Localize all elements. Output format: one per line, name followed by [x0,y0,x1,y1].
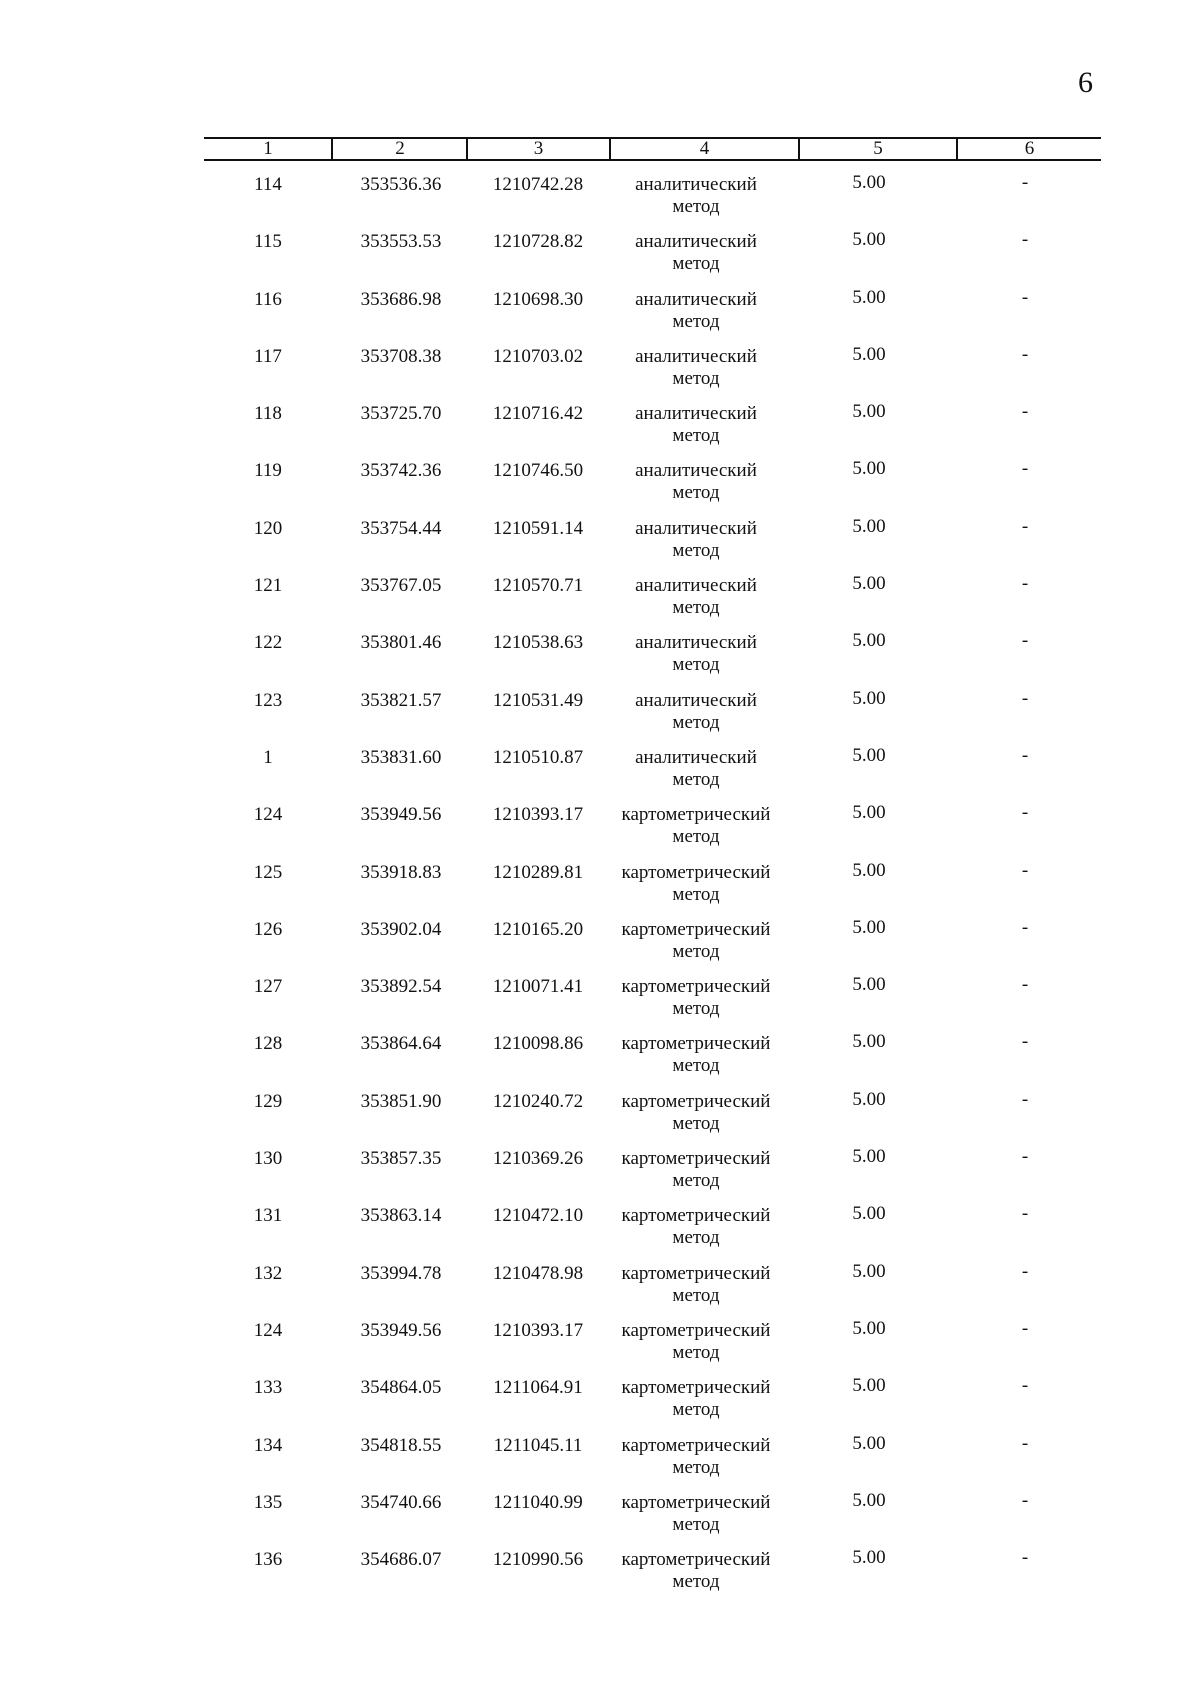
coordinate-y: 1210728.82 [492,231,584,253]
coordinate-y: 1210716.42 [492,403,584,425]
accuracy-value: 5.00 [852,916,886,938]
method-line-1: аналитический [635,517,757,539]
table-row [204,403,1101,460]
coordinate-y: 1210098.86 [492,1033,584,1055]
coordinate-y: 1210240.72 [492,1090,584,1112]
accuracy-value: 5.00 [852,974,886,996]
note-cell: - [1021,630,1029,652]
table-header [204,137,1101,161]
method-line-2: метод [672,425,720,447]
note-cell: - [1021,1031,1029,1053]
coordinate-x: 353864.64 [360,1033,442,1055]
table-row [204,174,1101,231]
method-line-1: картометрический [621,976,771,998]
accuracy-value: 5.00 [852,343,886,365]
coordinate-y: 1210071.41 [492,976,584,998]
table-row [204,1088,1101,1148]
table-row [204,859,1101,919]
point-number: 119 [254,460,282,482]
method-line-1: картометрический [621,1033,771,1055]
accuracy-value: 5.00 [852,458,886,480]
column-header-6: 6 [1024,138,1035,159]
accuracy-value: 5.00 [852,515,886,537]
table-row [204,515,1101,575]
coordinate-y: 1210698.30 [492,288,584,310]
coordinate-y: 1210369.26 [492,1148,584,1170]
coordinate-x: 353857.35 [360,1148,442,1170]
method-line-1: картометрический [621,1377,771,1399]
method-line-2: метод [672,253,720,275]
coordinate-x: 353553.53 [360,231,442,253]
method-cell [602,1148,790,1192]
point-number: 114 [254,174,282,195]
method-line-2: метод [672,654,720,676]
coordinate-x: 353851.90 [360,1090,442,1112]
method-cell [602,1263,790,1307]
table-row [204,1148,1101,1205]
table-row [204,744,1101,804]
column-header-2: 2 [395,138,405,159]
method-cell [602,1320,790,1364]
method-line-1: аналитический [635,288,757,310]
table-row [204,916,1101,976]
coordinate-x: 353892.54 [360,976,442,998]
method-line-1: аналитический [635,231,757,253]
method-cell [602,804,790,848]
accuracy-value: 5.00 [852,687,886,709]
table-row [204,632,1101,689]
coordinate-x: 353949.56 [360,1319,442,1341]
method-cell [602,231,790,275]
method-line-1: аналитический [635,632,757,654]
point-number: 122 [253,632,283,654]
method-line-1: картометрический [621,1148,771,1170]
accuracy-value: 5.00 [852,1203,886,1225]
accuracy-value: 5.00 [852,630,886,652]
method-line-2: метод [672,1284,720,1306]
note-cell: - [1021,573,1029,595]
method-line-1: аналитический [635,575,757,597]
method-line-1: аналитический [635,689,757,711]
method-cell [602,403,790,447]
method-line-1: картометрический [621,1205,771,1227]
coordinate-y: 1211045.11 [493,1434,583,1456]
method-line-1: картометрический [621,1262,771,1284]
coordinate-x: 353742.36 [360,460,442,482]
method-line-1: картометрический [621,918,771,940]
coordinate-y: 1210393.17 [492,1319,584,1341]
method-line-1: картометрический [621,1549,771,1571]
method-cell [602,976,790,1020]
method-line-2: метод [672,1571,720,1593]
method-line-2: метод [672,826,720,848]
coordinate-y: 1210746.50 [492,460,584,482]
coordinate-x: 353708.38 [360,345,442,367]
point-number: 136 [253,1549,283,1571]
accuracy-value: 5.00 [852,1088,886,1110]
table-row [204,1033,1101,1090]
method-line-1: картометрический [621,804,771,826]
method-cell [602,575,790,619]
method-cell [602,1033,790,1077]
note-cell: - [1021,1432,1029,1454]
accuracy-value: 5.00 [852,573,886,595]
coordinate-x: 353767.05 [360,575,442,597]
accuracy-value: 5.00 [852,1547,886,1569]
coordinate-x: 353725.70 [360,403,442,425]
note-cell: - [1021,1260,1029,1282]
point-number: 124 [253,1319,283,1341]
table-row [204,575,1101,632]
method-line-1: аналитический [635,746,757,768]
method-line-2: метод [672,883,720,905]
coordinate-y: 1210393.17 [492,804,584,826]
method-line-2: метод [672,597,720,619]
table-body [204,174,1101,1606]
coordinate-y: 1210570.71 [492,575,584,597]
note-cell: - [1021,974,1029,996]
method-line-2: метод [672,1170,720,1192]
accuracy-value: 5.00 [852,229,886,251]
table-row [204,231,1101,288]
point-number: 134 [253,1434,283,1456]
note-cell: - [1021,1375,1029,1397]
coordinate-y: 1210289.81 [492,861,584,883]
point-number: 124 [253,804,283,826]
accuracy-value: 5.00 [852,401,886,423]
note-cell: - [1021,172,1029,193]
method-cell [602,919,790,963]
method-cell [602,1492,790,1536]
point-number: 132 [253,1262,283,1284]
accuracy-value: 5.00 [852,802,886,824]
accuracy-value: 5.00 [852,1317,886,1339]
point-number: 118 [254,403,282,425]
accuracy-value: 5.00 [852,1375,886,1397]
method-cell [602,460,790,504]
table-row [204,343,1101,403]
coordinate-x: 353918.83 [360,861,442,883]
point-number: 120 [253,517,283,539]
accuracy-value: 5.00 [852,1489,886,1511]
coordinate-y: 1210538.63 [492,632,584,654]
method-line-2: метод [672,1341,720,1363]
note-cell: - [1021,458,1029,480]
coordinate-x: 353831.60 [360,746,442,768]
note-cell: - [1021,401,1029,423]
table-row [204,804,1101,861]
coordinate-x: 354818.55 [360,1434,442,1456]
method-line-2: метод [672,1513,720,1535]
method-cell [602,1377,790,1421]
table-row [204,1432,1101,1492]
note-cell: - [1021,286,1029,308]
coordinate-x: 353536.36 [360,174,442,195]
point-number: 127 [253,976,283,998]
column-header-5: 5 [873,138,883,159]
accuracy-value: 5.00 [852,1146,886,1168]
table-row [204,1489,1101,1549]
note-cell: - [1021,343,1029,365]
coordinate-y: 1210165.20 [492,918,584,940]
point-number: 116 [254,288,282,310]
table-row [204,687,1101,747]
coordinate-y: 1210591.14 [492,517,584,539]
method-cell [602,1549,790,1593]
point-number: 123 [253,689,283,711]
method-line-2: метод [672,367,720,389]
note-cell: - [1021,515,1029,537]
method-cell [602,1091,790,1135]
coordinate-y: 1211040.99 [493,1491,583,1513]
note-cell: - [1021,229,1029,251]
note-cell: - [1021,744,1029,766]
method-line-2: метод [672,196,720,217]
coordinate-x: 353821.57 [360,689,442,711]
accuracy-value: 5.00 [852,172,886,193]
method-line-2: метод [672,940,720,962]
method-line-2: метод [672,768,720,790]
point-number: 130 [253,1148,283,1170]
method-line-2: метод [672,998,720,1020]
method-line-2: метод [672,482,720,504]
point-number: 125 [253,861,283,883]
coordinate-x: 354740.66 [360,1491,442,1513]
note-cell: - [1021,802,1029,824]
method-line-1: картометрический [621,1434,771,1456]
point-number: 121 [253,575,283,597]
coordinate-x: 353754.44 [360,517,442,539]
point-number: 131 [253,1205,283,1227]
coordinate-y: 1210478.98 [492,1262,584,1284]
coordinate-y: 1210510.87 [492,746,584,768]
table-row [204,1260,1101,1320]
point-number: 128 [253,1033,283,1055]
table-row [204,286,1101,346]
note-cell: - [1021,1317,1029,1339]
note-cell: - [1021,687,1029,709]
method-cell [602,289,790,333]
point-number: 133 [253,1377,283,1399]
accuracy-value: 5.00 [852,744,886,766]
method-cell [602,862,790,906]
method-cell [602,346,790,390]
coordinate-y: 1210531.49 [492,689,584,711]
note-cell: - [1021,1146,1029,1168]
method-cell [602,747,790,791]
method-line-1: картометрический [621,1491,771,1513]
column-header-3: 3 [533,138,544,159]
method-line-1: картометрический [621,1319,771,1341]
method-line-2: метод [672,711,720,733]
method-line-2: метод [672,1112,720,1134]
point-number: 129 [253,1090,283,1112]
table-row [204,1205,1101,1262]
note-cell: - [1021,1489,1029,1511]
page-number: 6 [1078,66,1093,99]
table-row [204,1549,1101,1606]
table-row [204,1317,1101,1377]
method-cell [602,632,790,676]
coordinate-x: 353949.56 [360,804,442,826]
coordinate-y: 1210742.28 [492,174,584,195]
accuracy-value: 5.00 [852,286,886,308]
note-cell: - [1021,1088,1029,1110]
method-line-1: аналитический [635,403,757,425]
coordinate-x: 353686.98 [360,288,442,310]
method-line-2: метод [672,1399,720,1421]
coordinate-y: 1210472.10 [492,1205,584,1227]
method-line-1: аналитический [635,174,757,195]
method-line-2: метод [672,310,720,332]
coordinate-x: 353994.78 [360,1262,442,1284]
coordinate-y: 1210990.56 [492,1549,584,1571]
method-cell [602,174,790,218]
coordinate-y: 1211064.91 [493,1377,583,1399]
method-line-2: метод [672,1227,720,1249]
method-line-1: аналитический [635,460,757,482]
note-cell: - [1021,1547,1029,1569]
method-cell [602,690,790,734]
coordinate-x: 353902.04 [360,918,442,940]
point-number: 1 [263,746,273,768]
column-header-1: 1 [263,138,273,159]
accuracy-value: 5.00 [852,859,886,881]
note-cell: - [1021,1203,1029,1225]
accuracy-value: 5.00 [852,1432,886,1454]
coordinate-x: 353863.14 [360,1205,442,1227]
accuracy-value: 5.00 [852,1031,886,1053]
coordinate-x: 354686.07 [360,1549,442,1571]
method-line-2: метод [672,1055,720,1077]
method-cell [602,518,790,562]
method-line-1: картометрический [621,1090,771,1112]
point-number: 126 [253,918,283,940]
method-line-2: метод [672,1456,720,1478]
coordinate-x: 353801.46 [360,632,442,654]
table-row [204,460,1101,517]
table-row [204,1377,1101,1434]
accuracy-value: 5.00 [852,1260,886,1282]
method-cell [602,1435,790,1479]
point-number: 135 [253,1491,283,1513]
coordinate-y: 1210703.02 [492,345,584,367]
method-cell [602,1205,790,1249]
column-header-4: 4 [699,138,710,159]
method-line-2: метод [672,539,720,561]
note-cell: - [1021,859,1029,881]
note-cell: - [1021,916,1029,938]
table-row [204,976,1101,1033]
method-line-1: аналитический [635,345,757,367]
point-number: 115 [254,231,282,253]
method-line-1: картометрический [621,861,771,883]
coordinate-x: 354864.05 [360,1377,442,1399]
point-number: 117 [254,345,282,367]
